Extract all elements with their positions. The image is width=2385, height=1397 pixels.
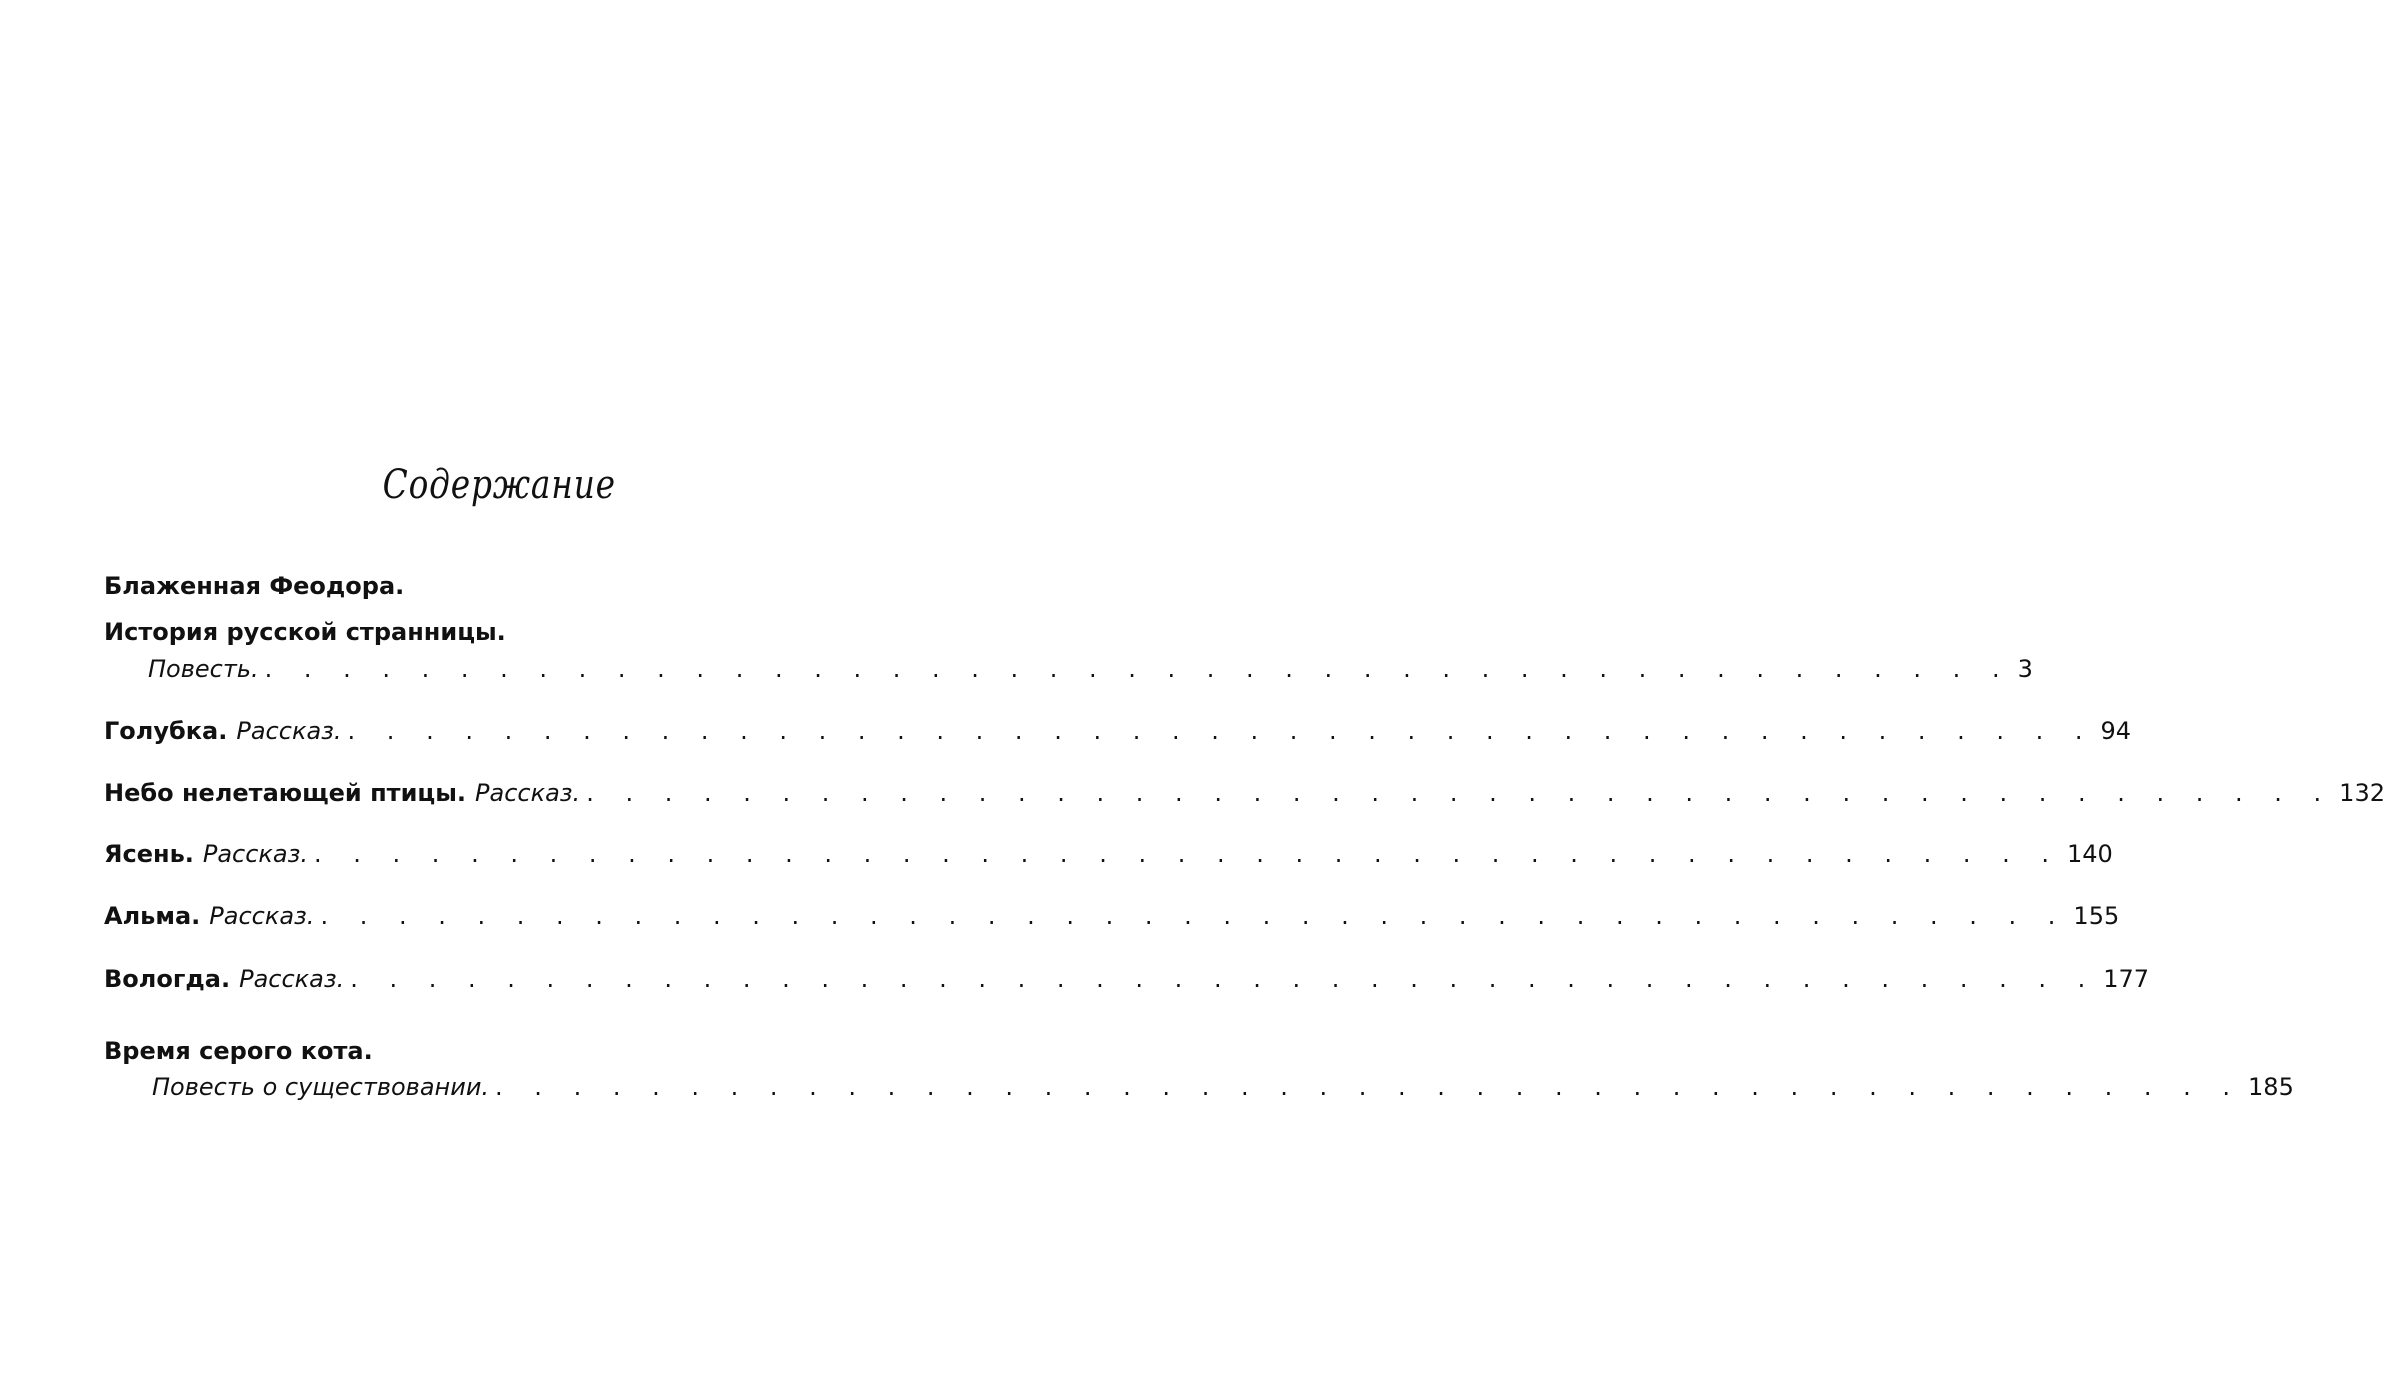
dot-leader: . . . . . . . . . . . . . . . . . . . . . . . . . . . . . . . . . . . . . . . . . . . . . xyxy=(320,902,2068,930)
entry-subtitle: Повесть. xyxy=(148,655,259,683)
toc-entry xyxy=(104,1037,382,1065)
toc-entry xyxy=(104,965,2150,993)
dot-leader: . . . . . . . . . . . . . . . . . . . . . . . . . . . . . . . . . . . . . . . . . . . . . xyxy=(314,840,2062,868)
dot-leader: . . . . . . . . . . . . . . . . . . . . . . . . . . . . . . . . . . . . . . . . . . . . . xyxy=(586,779,2334,807)
entry-page-number: 185 xyxy=(2248,1073,2294,1101)
dot-leader: . . . . . . . . . . . . . . . . . . . . . . . . . . . . . . . . . . . . . . . . . . . . . xyxy=(350,965,2098,993)
toc-entry xyxy=(104,717,2132,745)
entry-page-number: 132 xyxy=(2339,779,2385,807)
toc-entry xyxy=(104,572,413,600)
entry-page-number: 155 xyxy=(2073,902,2120,930)
dot-leader: . . . . . . . . . . . . . . . . . . . . . . . . . . . . . . . . . . . . . . . . . . . . . xyxy=(264,655,2012,683)
entry-subtitle: Рассказ. xyxy=(475,779,581,807)
dot-leader: . . . . . . . . . . . . . . . . . . . . . . . . . . . . . . . . . . . . . . . . . . . . . xyxy=(495,1073,2243,1101)
entry-title: Блаженная Феодора. xyxy=(104,572,405,600)
toc-entry xyxy=(104,779,2385,807)
entry-title: Ясень. xyxy=(104,840,194,868)
entry-subtitle: Рассказ. xyxy=(236,717,342,745)
entry-title: Голубка. xyxy=(104,717,228,745)
toc-entry xyxy=(104,840,2113,868)
toc-entry xyxy=(152,1073,2294,1101)
entry-title: Альма. xyxy=(104,902,201,930)
entry-page-number: 140 xyxy=(2067,840,2113,868)
entry-subtitle: Рассказ. xyxy=(209,902,315,930)
entry-title: Время серого кота. xyxy=(104,1037,373,1065)
entry-subtitle: Рассказ. xyxy=(202,840,309,868)
page-title: Содержание xyxy=(382,462,616,508)
toc-entry xyxy=(104,618,515,646)
entry-title: История русской странницы. xyxy=(104,618,506,646)
entry-title: Вологда. xyxy=(104,965,231,993)
entry-page-number: 177 xyxy=(2103,965,2150,993)
entry-page-number: 3 xyxy=(2017,655,2033,683)
dot-leader: . . . . . . . . . . . . . . . . . . . . . . . . . . . . . . . . . . . . . . . . . . . . . xyxy=(347,717,2095,745)
entry-subtitle: Повесть о существовании. xyxy=(152,1073,490,1101)
entry-title: Небо нелетающей птицы. xyxy=(104,779,467,807)
entry-subtitle: Рассказ. xyxy=(239,965,345,993)
entry-page-number: 94 xyxy=(2100,717,2132,745)
toc-entry xyxy=(104,902,2120,930)
toc-entry xyxy=(148,655,2033,683)
